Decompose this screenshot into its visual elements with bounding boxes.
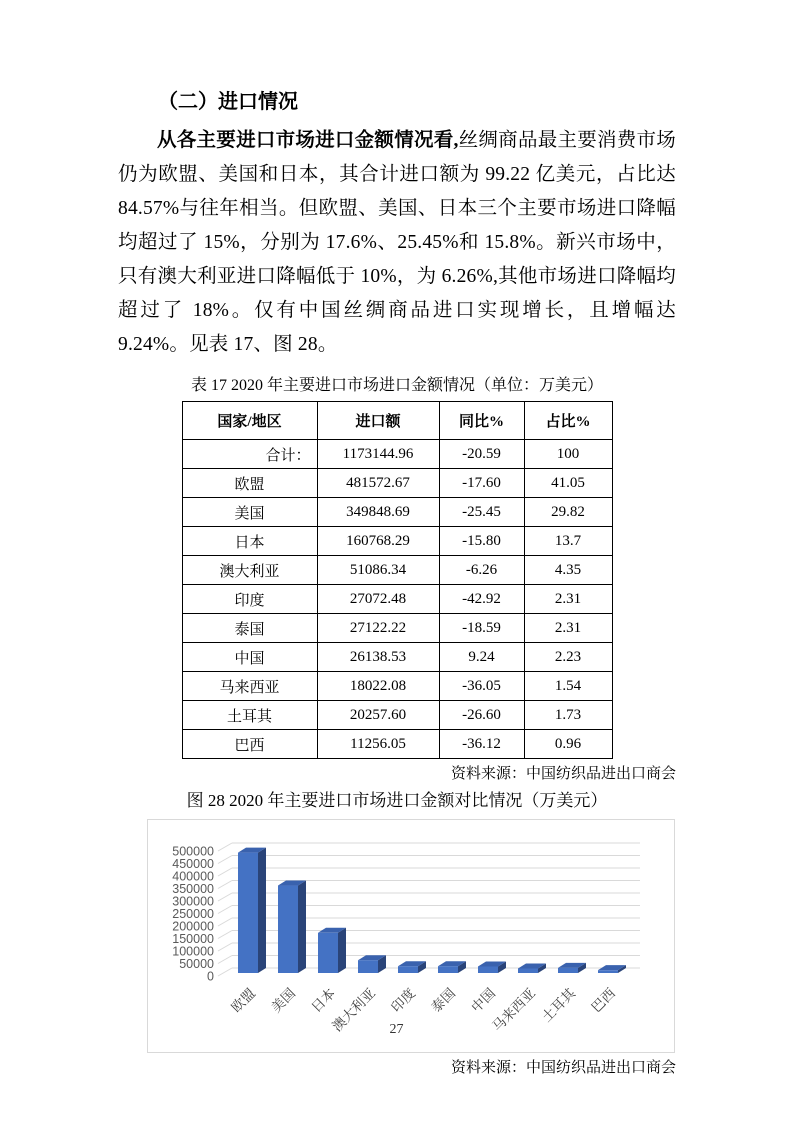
x-category-label: 中国 [468,985,499,1016]
table-cell: -36.05 [439,672,524,701]
y-tick-label: 250000 [172,907,214,921]
table-cell: 2.23 [524,643,612,672]
table-header-cell: 国家/地区 [182,402,317,440]
import-table-body [182,440,612,759]
chart-bar [278,886,298,973]
table-cell: 0.96 [524,730,612,759]
table-row [182,585,612,614]
table-cell: -25.45 [439,498,524,527]
table-cell: 29.82 [524,498,612,527]
table-cell: -26.60 [439,701,524,730]
table-caption: 表 17 2020 年主要进口市场进口金额情况（单位：万美元） [190,377,603,394]
chart-bar [558,968,578,973]
table-cell: 1.54 [524,672,612,701]
y-tick-label: 350000 [172,882,214,896]
body-paragraph [118,124,676,362]
gridline-depth-segment [218,931,232,939]
chart-bar [438,966,458,973]
table-cell: 160768.29 [317,527,439,556]
chart-bar [478,966,498,973]
table-cell: 澳大利亚 [182,556,317,585]
page-number: 27 [389,1022,404,1037]
chart-bar [398,966,418,973]
x-category-label: 澳大利亚 [329,985,379,1035]
chart-source-note: 资料来源：中国纺织品进出口商会 [450,1060,676,1076]
table-row [182,498,612,527]
table-cell: 日本 [182,527,317,556]
table-cell: -20.59 [439,440,524,469]
gridline-depth-segment [218,943,232,951]
x-category-label: 日本 [308,985,339,1016]
paragraph-lead-bold: 从各主要进口市场进口金额情况看, [157,130,459,151]
table-cell: 中国 [182,643,317,672]
table-cell: 18022.08 [317,672,439,701]
x-category-label: 印度 [388,985,419,1016]
table-cell: 27072.48 [317,585,439,614]
table-cell: 26138.53 [317,643,439,672]
table-row [182,440,612,469]
bar-side-face [298,881,306,973]
gridline-depth-segment [218,868,232,876]
table-header-cell: 占比% [524,402,612,440]
y-tick-label: 200000 [172,919,214,934]
table-cell: 9.24 [439,643,524,672]
chart-bar [598,970,618,973]
gridline-depth-segment [218,968,232,976]
y-tick-label: 400000 [172,869,214,884]
table-cell: 泰国 [182,614,317,643]
gridline-depth-segment [218,843,232,851]
paragraph-body-text: 丝绸商品最主要消费市场仍为欧盟、美国和日本，其合计进口额为 99.22 亿美元，占比达 84.57%与往年相当。但欧盟、美国、日本三个主要市场进口降幅均超过了 15%，分别为 17.6%、25.45%和 15.8%。新兴市场中，只有澳大利亚进口降幅低于 10%，为 6.26%,其他市场进口降幅均超过了 18%。仅有中国丝绸商品进口实现增长，且增幅达 9.24%。见表 17、图 28。 [118,130,677,355]
y-tick-label: 50000 [179,957,214,971]
table-cell: 巴西 [182,730,317,759]
table-cell: 13.7 [524,527,612,556]
x-category-label: 欧盟 [228,985,259,1016]
table-cell: 481572.67 [317,469,439,498]
gridline-depth-segment [218,918,232,926]
table-row [182,527,612,556]
y-tick-label: 300000 [172,894,214,909]
table-row [182,614,612,643]
gridline-depth-segment [218,856,232,864]
table-cell: 土耳其 [182,701,317,730]
table-cell: 2.31 [524,585,612,614]
table-cell: 欧盟 [182,469,317,498]
table-cell: 11256.05 [317,730,439,759]
x-category-label: 土耳其 [538,985,579,1025]
bar-side-face [338,928,346,973]
import-table [182,401,613,759]
bar-chart-svg [148,820,674,1052]
table-row [182,730,612,759]
table-row [182,556,612,585]
table-header-cell: 进口额 [317,402,439,440]
table-cell: -6.26 [439,556,524,585]
table-cell: 2.31 [524,614,612,643]
table-header-cell: 同比% [439,402,524,440]
bar-chart-frame [147,819,675,1053]
x-category-label: 泰国 [428,985,459,1016]
y-tick-label: 500000 [172,844,214,859]
table-row [182,672,612,701]
gridline-depth-segment [218,906,232,914]
x-category-label: 巴西 [588,985,619,1016]
table-cell: -15.80 [439,527,524,556]
table-cell: -42.92 [439,585,524,614]
table-cell: 合计： [182,440,317,469]
table-cell: 1.73 [524,701,612,730]
table-cell: -17.60 [439,469,524,498]
table-cell: 100 [524,440,612,469]
table-row [182,469,612,498]
chart-bar [318,933,338,973]
y-tick-label: 0 [207,969,214,984]
table-row [182,643,612,672]
table-row [182,701,612,730]
gridline-depth-segment [218,956,232,964]
table-cell: 马来西亚 [182,672,317,701]
table-cell: 4.35 [524,556,612,585]
table-cell: 41.05 [524,469,612,498]
table-cell: 美国 [182,498,317,527]
table-cell: 51086.34 [317,556,439,585]
gridline-depth-segment [218,881,232,889]
x-category-label: 马来西亚 [489,985,539,1035]
import-table-head [182,402,612,440]
table-cell: -36.12 [439,730,524,759]
y-tick-label: 100000 [172,944,214,959]
table-header-row [182,402,612,440]
table-cell: 印度 [182,585,317,614]
table-cell: 27122.22 [317,614,439,643]
table-cell: 349848.69 [317,498,439,527]
chart-bar [238,853,258,973]
x-category-label: 美国 [268,985,299,1016]
chart-bar [518,968,538,973]
figure-caption: 图 28 2020 年主要进口市场进口金额对比情况（万美元） [186,791,608,810]
section-heading: （二）进口情况 [158,91,298,113]
gridline-depth-segment [218,893,232,901]
table-cell: 20257.60 [317,701,439,730]
table-source-note: 资料来源：中国纺织品进出口商会 [450,766,676,782]
y-tick-label: 450000 [172,857,214,871]
table-cell: 1173144.96 [317,440,439,469]
table-cell: -18.59 [439,614,524,643]
bar-side-face [258,848,266,973]
chart-bar [358,960,378,973]
y-tick-label: 150000 [172,932,214,946]
